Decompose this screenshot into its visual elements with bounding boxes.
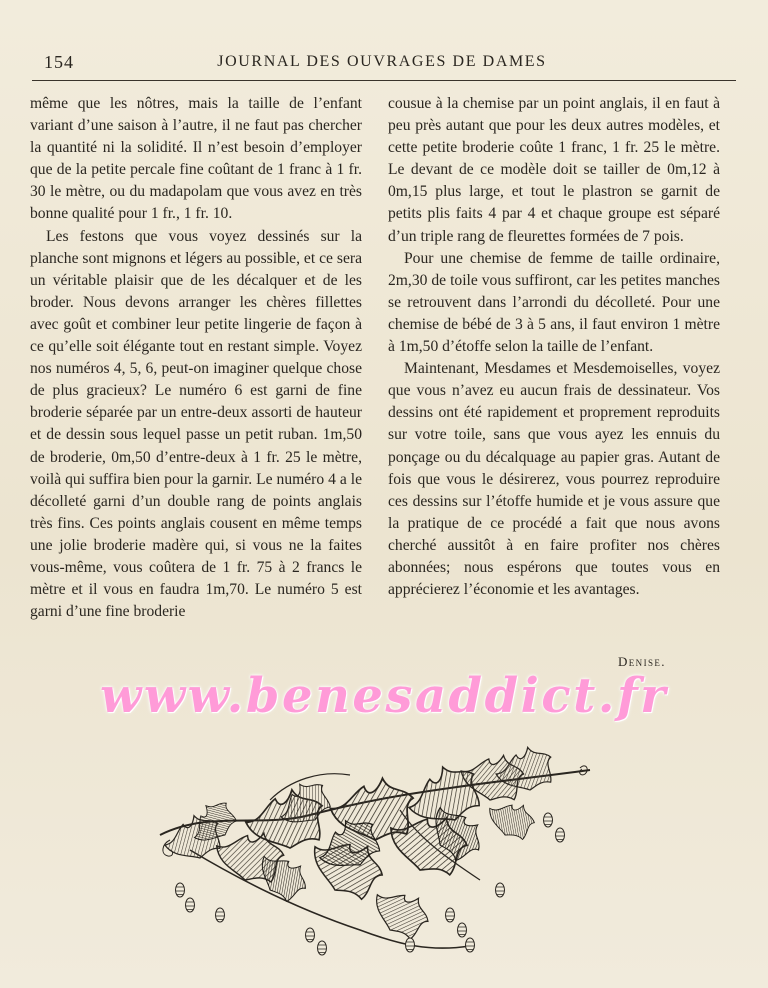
right-paragraph-1: cousue à la chemise par un point anglais, il en faut à peu près autant que pour les deux autres modèles, et cette petite broderie coûte 1 franc, 1 fr. 25 le mètre. Le devant de ce modèle doit se tailler de 0m,12 à 0m,15 plus large, et tout le plastron se garnit de petits plis faits 4 par 4 et chaque groupe est séparé d’un triple rang de fleurettes formées de 7 pois. (388, 95, 720, 245)
left-paragraph-1: même que les nôtres, mais la taille de l’enfant variant d’une saison à l’autre, il ne faut pas chercher la quantité ni la solidité. Il n’est besoin d’employer que de la petite percale fine coûtant de 1 franc à 1 fr. 30 le mètre, ou du madapolam que vous avez en très bonne qualité pour 1 fr., 1 fr. 10. (30, 95, 362, 223)
page-number: 154 (44, 52, 74, 72)
right-column (388, 93, 720, 601)
right-paragraph-2: Pour une chemise de femme de taille ordinaire, 2m,30 de toile vous suffiront, car les petites manches se retrouvent dans l’arrondi du décolleté. Pour une chemise de bébé de 3 à 5 ans, il faut environ 1 mètre à 1m,50 d’étoffe selon la taille de l’enfant. (388, 249, 720, 356)
grapevine-engraving-icon (150, 740, 600, 970)
left-column (30, 93, 362, 623)
author-signature: Denise. (618, 654, 666, 669)
page-header (32, 52, 732, 80)
site-watermark[interactable]: www.benesaddict.fr (100, 668, 668, 724)
header-rule (32, 80, 736, 81)
running-title: JOURNAL DES OUVRAGES DE DAMES (217, 53, 547, 70)
left-paragraph-2: Les festons que vous voyez dessinés sur la planche sont mignons et légers au possible, et ce sera un véritable plaisir que de les décalquer et de les broder. Nous devons arranger les chères fillettes avec goût et combiner leur petite lingerie de façon à ce qu’elle soit élégante tout en restant simple. Voyez nos numéros 4, 5, 6, peut-on imaginer quelque chose de plus gracieux? Le numéro 6 est garni de fine broderie séparée par un entre-deux assorti de hauteur et de dessin sous lequel passe un petit ruban. 1m,50 de broderie, 0m,50 d’entre-deux à 1 fr. 25 le mètre, voilà qui suffira bien pour la garnir. Le numéro 4 a le décolleté garni d’un double rang de points anglais très fins. Ces points anglais cousent en même temps une jolie broderie madère qui, si vous ne la faites vous-même, vous coûtera de 1 fr. 75 à 2 francs le mètre et il vous en faudra 1m,70. Le numéro 5 est garni d’une fine broderie (30, 227, 362, 621)
right-paragraph-3: Maintenant, Mesdames et Mesdemoiselles, voyez que vous n’avez eu aucun frais de dessinateur. Vos dessins ont été rapidement et proprement reproduits sur votre toile, sans que vous ayez les ennuis du ponçage ou du décalquage au papier gras. Autant de fois que vous le désirerez, vous pourrez reproduire ces dessins sur l’étoffe humide et je vous assure que la pratique de ce procédé a fait que nous avons cherché aussitôt à en faire profiter nos chères abonnées; nous espérons que toutes vous en apprécierez l’économie et les avantages. (388, 360, 720, 599)
